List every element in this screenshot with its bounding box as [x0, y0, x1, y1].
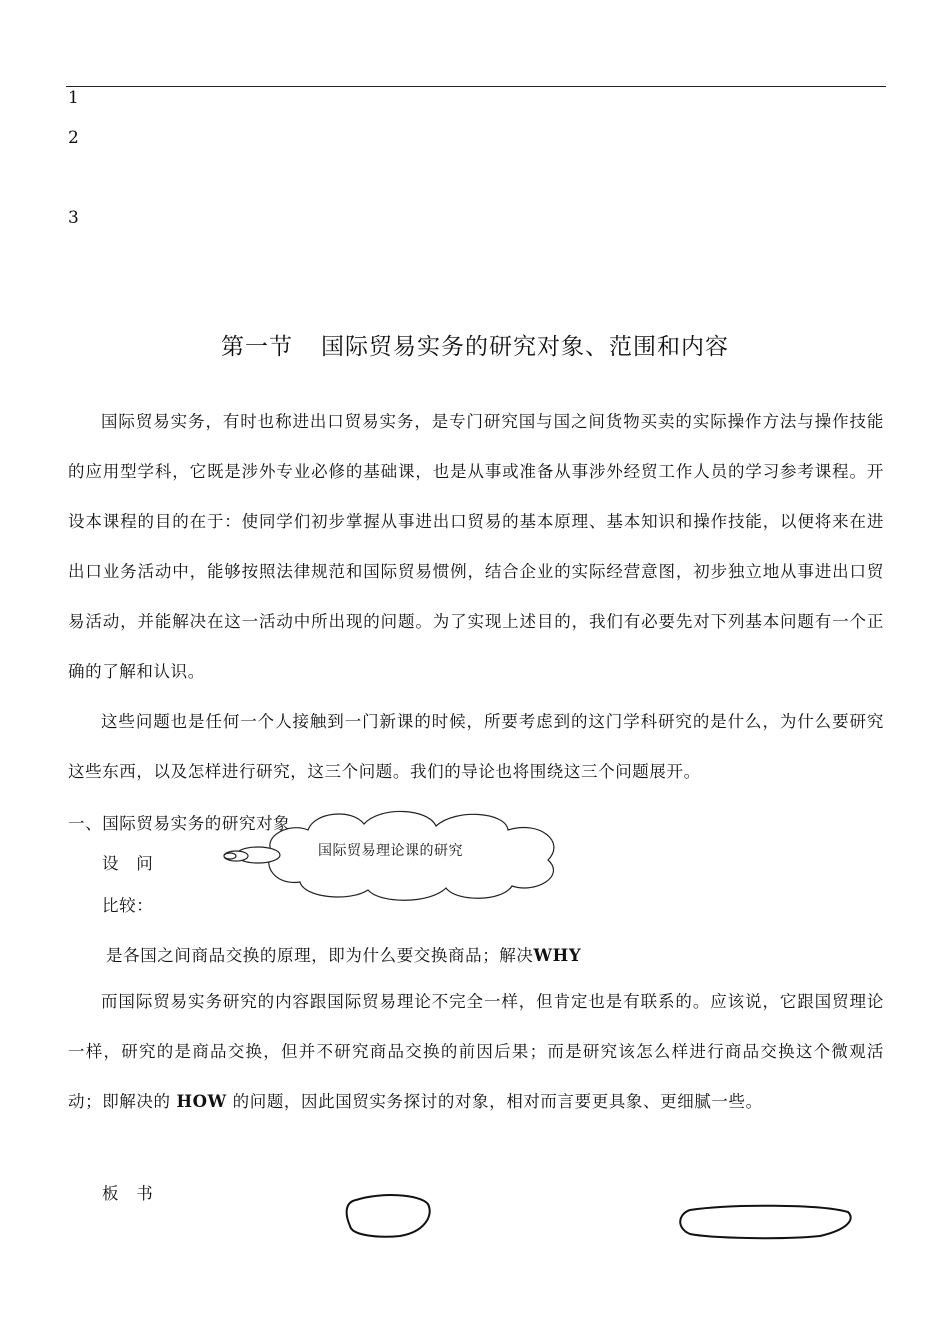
hand-drawn-circle-left — [347, 1195, 430, 1237]
number-3: 3 — [68, 208, 79, 228]
paragraph-practice — [68, 977, 884, 1127]
practice-text-2: 的问题，因此国贸实务探讨的对象，相对而言要更具象、更细腻一些。 — [232, 1092, 763, 1111]
section-number: 第一节 — [221, 334, 293, 360]
section-title-text: 国际贸易实务的研究对象、范围和内容 — [321, 334, 729, 360]
bijiao-label: 比较： — [102, 896, 154, 915]
paragraph-intro: 国际贸易实务，有时也称进出口贸易实务，是专门研究国与国之间货物买卖的实际操作方法与操作技能的应用型学科，它既是涉外专业必修的基础课，也是从事或准备从事涉外经贸工作人员的学习参考课程。开设本课程的目的在于：使同学们初步掌握从事进出口贸易的基本原理、基本知识和操作技能，以便将来在进出口业务活动中，能够按照法律规范和国际贸易惯例，结合企业的实际经营意图，初步独立地从事进出口贸易活动，并能解决在这一活动中所出现的问题。为了实现上述目的，我们有必要先对下列基本问题有一个正确的了解和认识。 — [68, 412, 884, 681]
hand-drawn-ellipse-right — [680, 1206, 850, 1238]
shewen-label: 设 问 — [102, 854, 154, 873]
paragraph-questions: 这些问题也是任何一个人接触到一门新课的时候，所要考虑到的这门学科研究的是什么，为什么要研究这些东西，以及怎样进行研究，这三个问题。我们的导论也将围绕这三个问题展开。 — [68, 712, 884, 781]
practice-text-1: 而国际贸易实务研究的内容跟国际贸易理论不完全一样，但肯定也是有联系的。应该说，它跟国贸理论一样，研究的是商品交换，但并不研究商品交换的前因后果；而是研究该怎么样进行商品交换这个微观活动；即解决的 — [68, 992, 884, 1111]
why-keyword: WHY — [533, 946, 582, 965]
theory-line-text: 是各国之间商品交换的原理，即为什么要交换商品；解决 — [106, 946, 534, 965]
banshu-label: 板 书 — [102, 1184, 154, 1203]
cloud-label: 国际贸易理论课的研究 — [318, 843, 463, 859]
number-2: 2 — [68, 128, 79, 148]
how-keyword: HOW — [176, 1092, 227, 1111]
number-1: 1 — [68, 88, 79, 108]
theory-line — [106, 942, 581, 966]
heading-research-object: 一、国际贸易实务的研究对象 — [68, 814, 291, 833]
